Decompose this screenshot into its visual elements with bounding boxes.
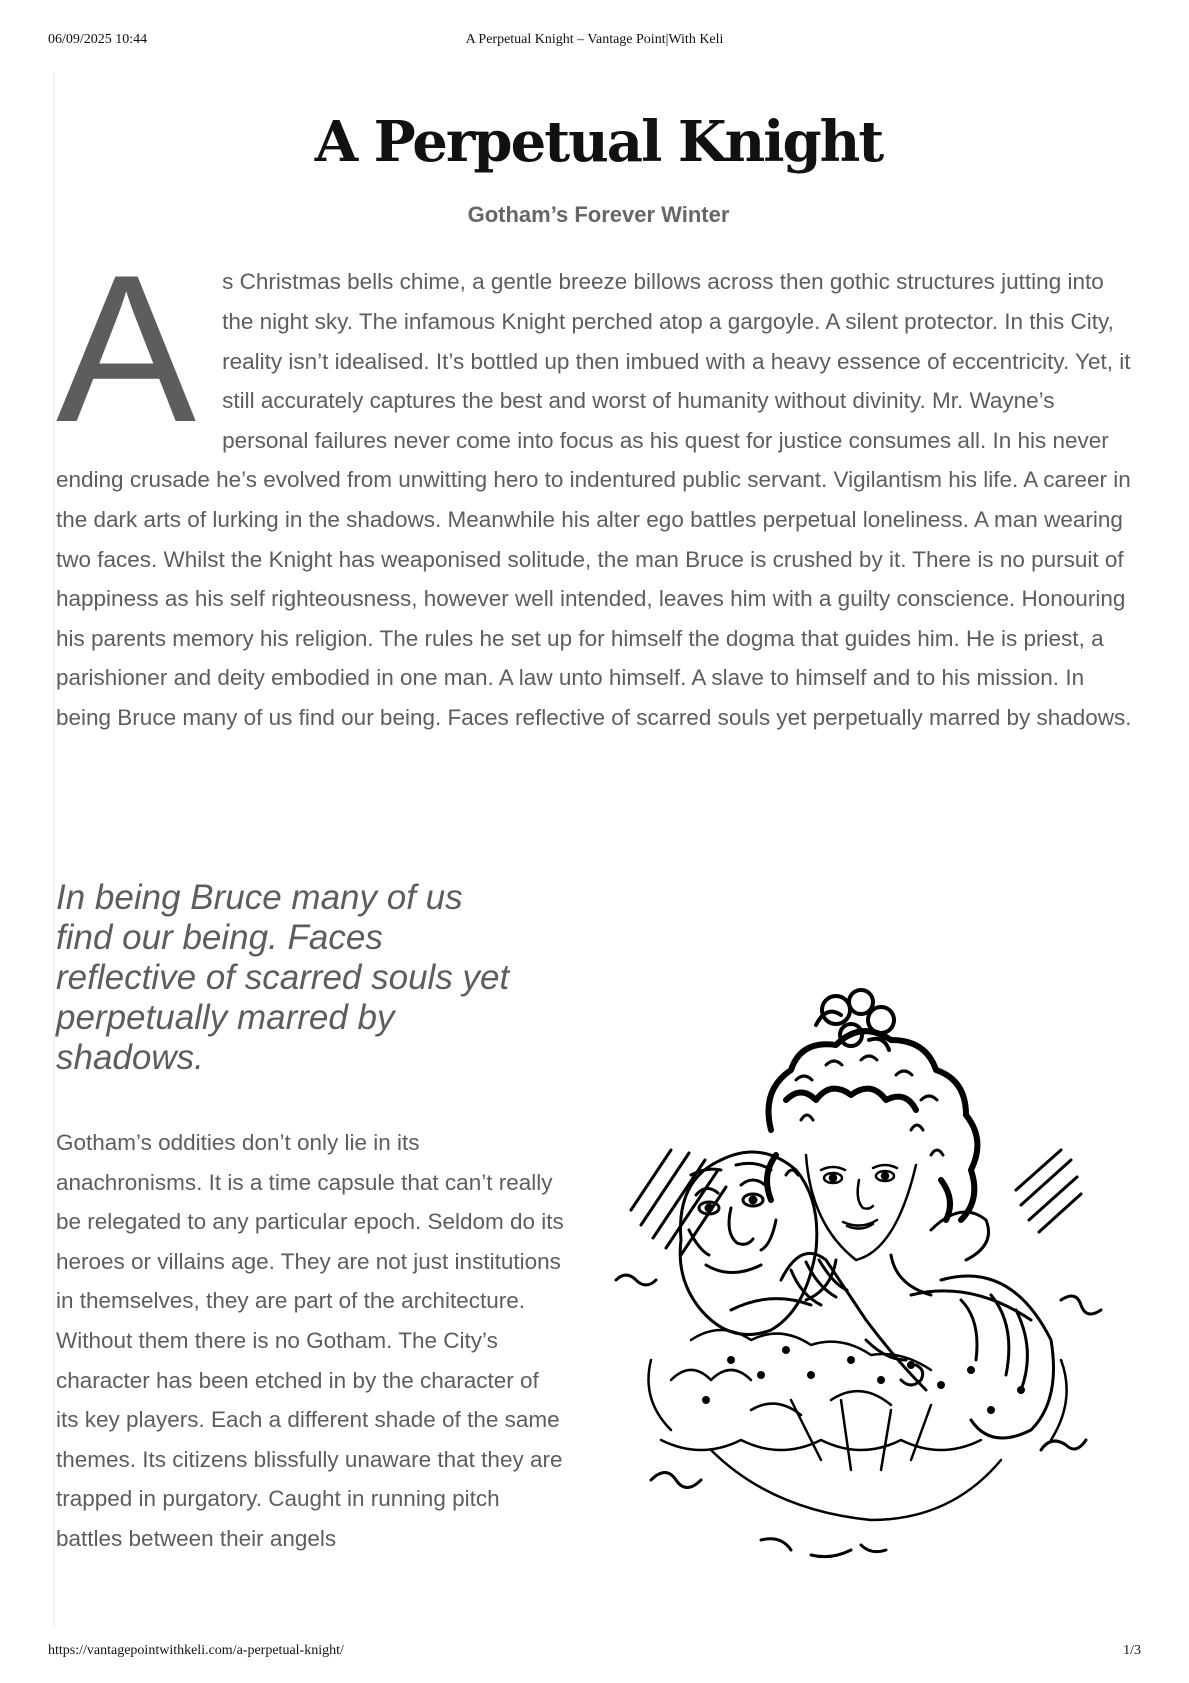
print-datetime: 06/09/2025 10:44 [48, 32, 148, 47]
article-subtitle: Gotham’s Forever Winter [467, 202, 730, 228]
drop-cap: A [56, 231, 197, 467]
lead-paragraph-text: s Christmas bells chime, a gentle breeze billows across then gothic structures jutting into the night sky. The infamous Knight perched atop a gargoyle. A silent protector. In this City, reality isn’t idealised. It’s bottled up then imbued with a heavy essence of eccentricity. Yet, it still accurately captures the best and worst of humanity without divinity. Mr. Wayne’s personal failures never come into focus as his quest for justice consumes all. In his never ending crusade he’s evolved from unwitting hero to indentured public servant. Vigilantism his life. A career in the dark arts of lurking in the shadows. Meanwhile his alter ego battles perpetual loneliness. A man wearing two faces. Whilst the Knight has weaponised solitude, the man Bruce is crushed by it. There is no pursuit of happiness as his self righteousness, however well intended, leaves him with a guilty conscience. Honouring his parents memory his religion. The rules he set up for himself the dogma that guides him. He is priest, a parishioner and deity embodied in one man. A law unto himself. A slave to himself and to his mission. In being Bruce many of us find our being. Faces reflective of scarred souls yet perpetually marred by shadows. [56, 269, 1132, 730]
article-title: A Perpetual Knight [314, 109, 883, 175]
lead-paragraph [56, 231, 1141, 737]
second-paragraph: Gotham’s oddities don’t only lie in its anachronisms. It is a time capsule that can’t really be relegated to any particular epoch. Seldom do its heroes or villains age. They are not just institutions in themselves, they are part of the architecture. Without them there is no Gotham. The City’s character has been etched in by the character of its key players. Each a different shade of the same themes. Its citizens blissfully unaware that they are trapped in purgatory. Caught in running pitch battles between their angels [56, 1130, 564, 1551]
pull-quote: In being Bruce many of us find our being. Faces reflective of scarred souls yet perpetually marred by shadows. [56, 878, 510, 1077]
print-footer [48, 1643, 1141, 1661]
print-url[interactable]: https://vantagepointwithkeli.com/a-perpetual-knight/ [48, 1643, 344, 1658]
print-page-title: A Perpetual Knight – Vantage Point|With Keli [465, 32, 724, 47]
content-edge-divider [53, 72, 55, 1627]
print-header [48, 32, 1141, 50]
woman-with-mask-illustration-icon [611, 980, 1141, 1640]
article [56, 109, 1141, 1551]
print-page-number: 1/3 [1123, 1643, 1141, 1658]
